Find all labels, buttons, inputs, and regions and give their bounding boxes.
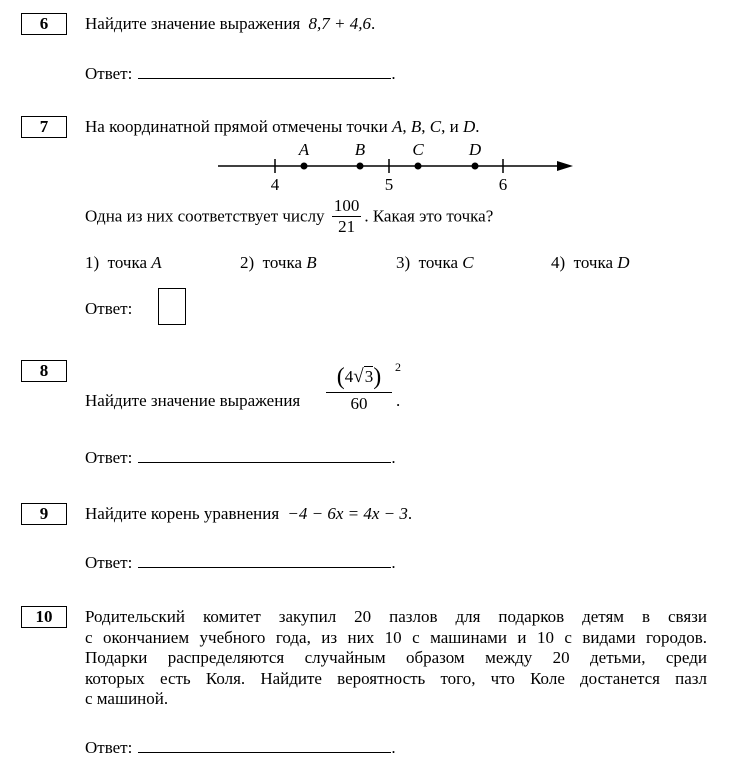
task6-text: Найдите значение выражения 8,7 + 4,6. xyxy=(85,14,376,33)
label-D: D xyxy=(468,140,482,159)
sqrt-icon: √ xyxy=(353,366,364,387)
tick-label-5: 5 xyxy=(384,175,394,194)
answer-line[interactable] xyxy=(138,553,391,568)
task8-end: . xyxy=(396,391,401,410)
task-number-6: 6 xyxy=(21,13,67,35)
tick-label-4: 4 xyxy=(270,175,280,194)
task7-text: На координатной прямой отмечены точки A, B, C, и D. xyxy=(85,117,480,136)
tick-label-6: 6 xyxy=(498,175,508,194)
task-number-7: 7 xyxy=(21,116,67,138)
task-number-9: 9 xyxy=(21,503,67,525)
point-B xyxy=(357,163,364,170)
task-number-10: 10 xyxy=(21,606,67,628)
answer-label: Ответ: xyxy=(85,64,133,83)
point-A xyxy=(301,163,308,170)
answer-line[interactable] xyxy=(138,448,391,463)
answer-line[interactable] xyxy=(138,738,391,753)
option-4[interactable]: 4) точка D xyxy=(551,253,630,272)
task-number-8: 8 xyxy=(21,360,67,382)
task6-question: Найдите значение выражения xyxy=(85,14,301,33)
label-A: A xyxy=(298,140,310,159)
answer-box[interactable] xyxy=(158,288,186,325)
task9-answer[interactable]: Ответ: . xyxy=(85,553,396,572)
number-line xyxy=(0,0,733,200)
task8-numerator: (4√3) 2 xyxy=(326,364,392,393)
task10-answer[interactable]: Ответ: . xyxy=(85,738,396,757)
task8-denominator: 60 xyxy=(350,394,368,413)
fraction-100-21: $\frac{100}{21}$ xyxy=(333,196,360,236)
point-C xyxy=(415,163,422,170)
option-2[interactable]: 2) точка B xyxy=(240,253,317,272)
task8-expression xyxy=(326,360,401,415)
label-B: B xyxy=(354,140,366,159)
task8-question: Найдите значение выражения xyxy=(85,391,301,410)
task6-expression: 8,7 + 4,6 xyxy=(308,14,371,33)
task7-answer-label: Ответ: xyxy=(85,299,133,318)
task10-text: Родительский комитет закупил 20 пазлов для подарков детям в связи с окончанием учебного года, из них 10 с машинами и 10 с видами городов. Подарки распределяются случайным образом между 20 детьми, среди которых есть Коля. Найдите вероятность того, что Коле достанется пазл с машиной. xyxy=(85,607,707,708)
task8-power: 2 xyxy=(395,360,401,374)
task6-answer[interactable]: Ответ: . xyxy=(85,64,396,83)
option-3[interactable]: 3) точка C xyxy=(396,253,474,272)
option-1[interactable]: 1) точка A xyxy=(85,253,162,272)
label-C: C xyxy=(412,140,424,159)
task9-text: Найдите корень уравнения −4 − 6x = 4x − 3. xyxy=(85,504,413,523)
task7-question: Одна из них соответствует числу $\frac{100}{21}$ . Какая это точка? xyxy=(85,196,494,236)
task8-answer[interactable]: Ответ: . xyxy=(85,448,396,467)
axis-arrow-icon xyxy=(557,161,573,171)
task9-equation: −4 − 6x = 4x − 3 xyxy=(287,504,408,523)
point-D xyxy=(472,163,479,170)
